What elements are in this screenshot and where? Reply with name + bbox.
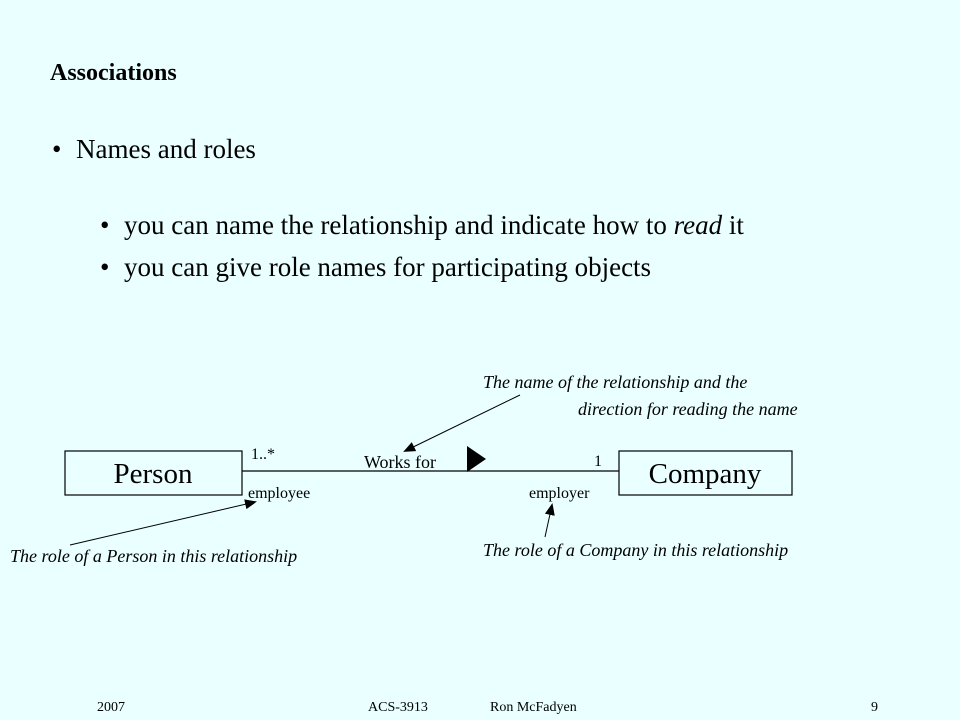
- reading-direction-triangle-icon: [467, 446, 486, 472]
- bullet-dot: •: [52, 134, 62, 164]
- note-relationship-name-line1: The name of the relationship and the: [483, 372, 748, 392]
- note-relationship-name-line2: direction for reading the name: [578, 399, 798, 419]
- note-name-arrow: [405, 395, 520, 451]
- association-name: Works for: [364, 452, 437, 472]
- sub-bullet-text: you can give role names for participating objects: [124, 252, 652, 282]
- company-class-label: Company: [648, 458, 762, 490]
- bullet-dot: •: [100, 210, 110, 240]
- footer-author: Ron McFadyen: [490, 700, 577, 715]
- sub-bullet-text-after: it: [722, 210, 744, 240]
- bullet-text: Names and roles: [76, 134, 256, 164]
- footer-course: ACS-3913: [368, 700, 428, 715]
- person-class-label: Person: [113, 458, 193, 490]
- bullet-dot: •: [100, 252, 110, 282]
- sub-bullet-text-emphasis: read: [673, 210, 723, 240]
- company-role-label: employer: [529, 485, 590, 502]
- footer-page-number: 9: [871, 700, 878, 715]
- sub-bullet-text-before: you can name the relationship and indicate how to: [124, 210, 674, 240]
- note-company-role-arrow: [545, 505, 552, 537]
- slide-title: Associations: [50, 60, 177, 86]
- note-person-role: The role of a Person in this relationship: [10, 546, 298, 566]
- company-multiplicity: 1: [594, 453, 602, 470]
- footer-year: 2007: [97, 700, 125, 715]
- note-person-role-arrow: [70, 502, 255, 545]
- person-multiplicity: 1..*: [251, 446, 275, 463]
- note-company-role: The role of a Company in this relationship: [483, 540, 789, 560]
- person-role-label: employee: [248, 485, 311, 502]
